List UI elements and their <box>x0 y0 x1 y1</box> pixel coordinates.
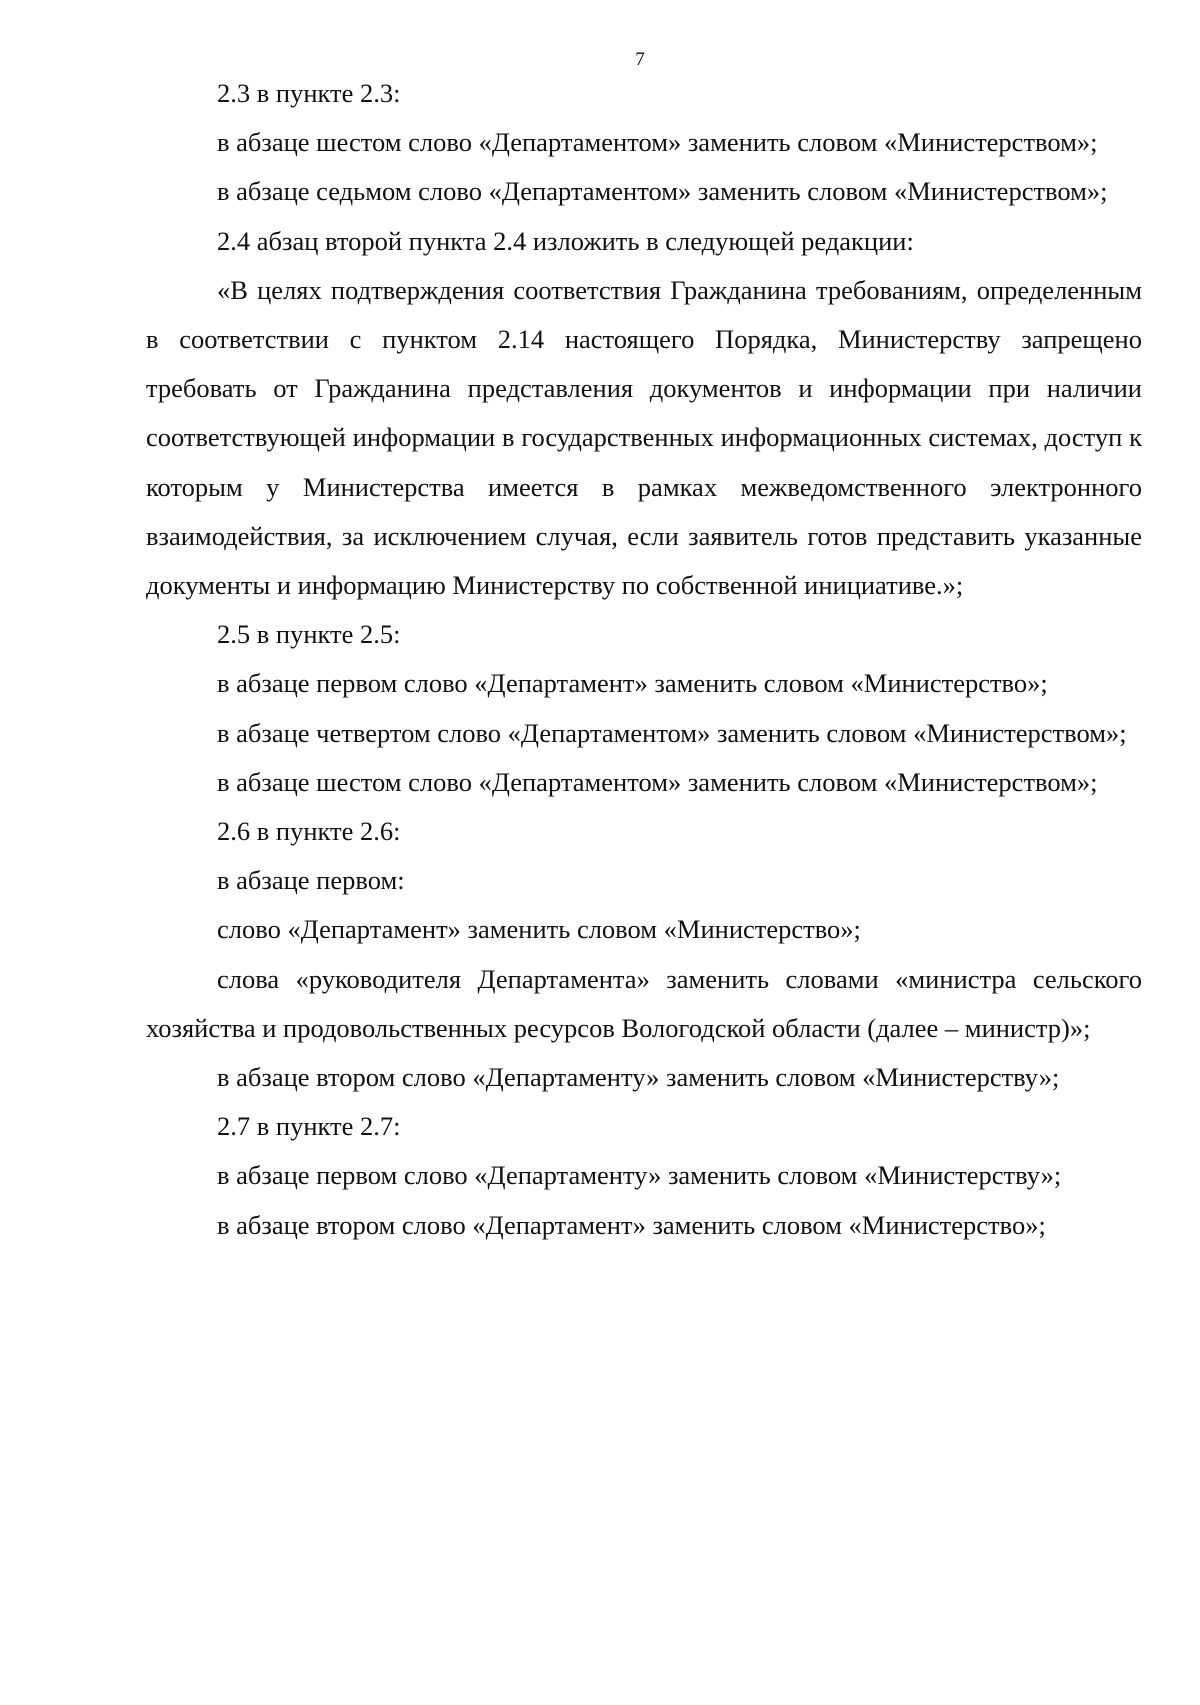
paragraph-2-6-abzac-2: в абзаце втором слово «Департаменту» заменить словом «Министерству»; <box>217 1062 1060 1093</box>
paragraph-2-6-heading: 2.6 в пункте 2.6: <box>217 816 401 847</box>
paragraph-2-7-abzac-1: в абзаце первом слово «Департаменту» заменить словом «Министерству»; <box>217 1160 1062 1191</box>
paragraph-2-3-heading: 2.3 в пункте 2.3: <box>217 78 401 108</box>
paragraph-2-5-abzac-1: в абзаце первом слово «Департамент» заменить словом «Министерство»; <box>217 668 1048 699</box>
paragraph-2-7-heading: 2.7 в пункте 2.7: <box>217 1111 401 1142</box>
paragraph-2-6-word-replace: слово «Департамент» заменить словом «Министерство»; <box>217 914 861 945</box>
paragraph-2-7-abzac-2: в абзаце втором слово «Департамент» заменить словом «Министерство»; <box>217 1209 1046 1240</box>
paragraph-2-4-new-text: «В целях подтверждения соответствия Гражданина требованиям, определенным в соответствии с пунктом 2.14 настоящего Порядка, Министерству запрещено требовать от Гражданина представления документов и информации при наличии соответствующей информации в государственных информационных системах, доступ к которым у Министерства имеется в рамках межведомственного электронного взаимодействия, за исключением случая, если заявитель готов представить указанные документы и информацию Министерству по собственной инициативе.»; <box>146 274 1142 601</box>
paragraph-2-5-abzac-6: в абзаце шестом слово «Департаментом» заменить словом «Министерством»; <box>217 766 1098 797</box>
paragraph-2-4-heading: 2.4 абзац второй пункта 2.4 изложить в следующей редакции: <box>217 225 914 256</box>
paragraph-2-3-abzac-7: в абзаце седьмом слово «Департаментом» заменить словом «Министерством»; <box>217 176 1108 207</box>
page-number: 7 <box>635 49 645 70</box>
paragraph-2-5-abzac-4: в абзаце четвертом слово «Департаментом» заменить словом «Министерством»; <box>217 717 1127 748</box>
document-body <box>146 69 1142 1250</box>
paragraph-2-3-abzac-6: в абзаце шестом слово «Департаментом» заменить словом «Министерством»; <box>217 127 1098 158</box>
paragraph-2-6-words-replace: слова «руководителя Департамента» заменить словами «министра сельского хозяйства и продовольственных ресурсов Вологодской области (далее – министр)»; <box>146 963 1142 1043</box>
paragraph-2-6-abzac-1: в абзаце первом: <box>217 865 405 896</box>
paragraph-2-5-heading: 2.5 в пункте 2.5: <box>217 619 401 650</box>
